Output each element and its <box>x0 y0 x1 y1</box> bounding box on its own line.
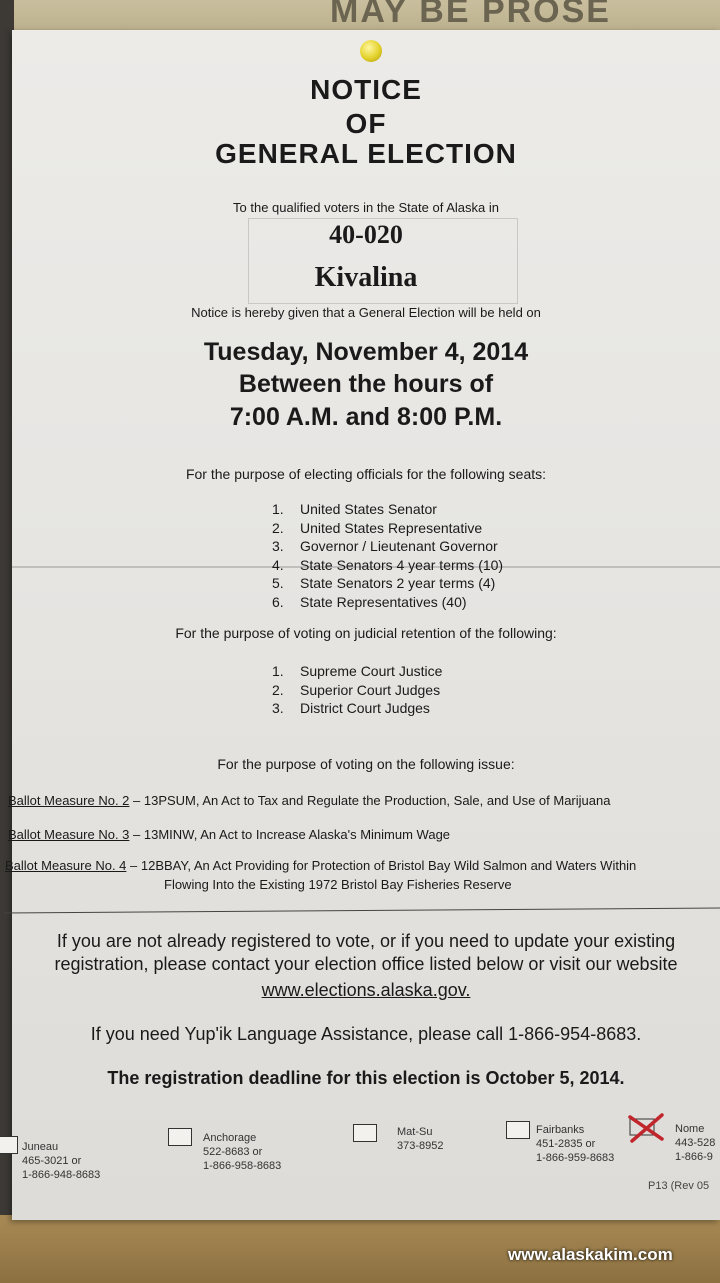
intro-text: To the qualified voters in the State of Alaska in <box>233 200 499 215</box>
office-anchorage <box>203 1131 281 1173</box>
office-phone: 465-3021 or <box>22 1155 82 1167</box>
list-item <box>272 574 503 593</box>
item-number: 2. <box>272 519 284 536</box>
ballot-measure-text: – 13PSUM, An Act to Tax and Regulate the Production, Sale, and Use of Marijuana <box>129 793 611 808</box>
office-nome <box>675 1122 715 1164</box>
item-label: United States Representative <box>300 519 483 536</box>
item-label: United States Senator <box>300 501 437 517</box>
ballot-measure-3 <box>8 827 450 842</box>
judges-list <box>272 662 442 718</box>
hours-line-1: Between the hours of <box>238 370 494 398</box>
ballot-measure-title: Ballot Measure No. 3 <box>8 827 130 842</box>
office-phone: 373-8952 <box>397 1140 444 1152</box>
item-label: Supreme Court Justice <box>300 663 443 679</box>
item-number: 3. <box>272 700 284 716</box>
notice-line: Notice is hereby given that a General Election will be held on <box>191 305 541 320</box>
registration-text <box>12 930 720 976</box>
ballot-measure-title: Ballot Measure No. 2 <box>8 793 130 808</box>
checkbox-fairbanks <box>506 1121 530 1139</box>
registration-line-1: If you are not already registered to vote, or if you need to update your existing <box>56 931 676 951</box>
office-juneau <box>22 1140 100 1182</box>
list-item <box>272 699 442 718</box>
item-number: 2. <box>272 681 284 698</box>
item-label: State Representatives (40) <box>300 593 467 610</box>
watermark: www.alaskakim.com <box>508 1245 673 1264</box>
seats-intro: For the purpose of electing officials for the following seats: <box>185 466 547 482</box>
hours-line-2: 7:00 A.M. and 8:00 P.M. <box>229 403 503 431</box>
district-code: 40-020 <box>329 220 403 249</box>
office-phone: 443-528 <box>675 1137 716 1149</box>
ballot-measure-4 <box>5 858 636 873</box>
item-label: Superior Court Judges <box>300 681 441 698</box>
office-mat-su <box>397 1125 444 1153</box>
ballot-measure-4-continued: Flowing Into the Existing 1972 Bristol Bay Fisheries Reserve <box>164 877 512 892</box>
office-fairbanks <box>536 1123 614 1165</box>
pushpin-icon <box>360 40 382 62</box>
registration-line-2: registration, please contact your election office listed below or visit our website <box>54 954 678 974</box>
sign-text: MAY BE PROSE <box>330 0 611 30</box>
judges-intro: For the purpose of voting on judicial retention of the following: <box>175 625 557 641</box>
seats-list <box>272 500 503 611</box>
ballot-measure-text: – 12BBAY, An Act Providing for Protection of Bristol Bay Wild Salmon and Waters Within <box>126 858 637 873</box>
list-item <box>272 556 503 575</box>
language-assistance: If you need Yup'ik Language Assistance, please call 1-866-954-8683. <box>90 1024 642 1044</box>
ballot-measure-2 <box>8 793 610 808</box>
office-name: Fairbanks <box>536 1124 585 1136</box>
item-label: District Court Judges <box>300 700 430 716</box>
office-name: Mat-Su <box>397 1126 433 1138</box>
ballot-measure-title: Ballot Measure No. 4 <box>5 858 127 873</box>
list-item <box>272 593 503 612</box>
office-name: Nome <box>675 1123 705 1135</box>
office-phone-tollfree: 1-866-948-8683 <box>22 1169 101 1181</box>
item-number: 5. <box>272 575 284 591</box>
item-label: State Senators 2 year terms (4) <box>300 575 496 591</box>
office-phone-tollfree: 1-866-958-8683 <box>203 1160 282 1172</box>
issue-intro: For the purpose of voting on the following issue: <box>217 756 515 772</box>
list-item <box>272 662 442 681</box>
list-item <box>272 537 503 556</box>
office-phone: 522-8683 or <box>203 1146 263 1158</box>
red-x-mark-icon <box>626 1113 666 1143</box>
district-place: Kivalina <box>314 262 418 293</box>
checkbox-juneau <box>0 1136 18 1154</box>
registration-deadline: The registration deadline for this election is October 5, 2014. <box>107 1068 625 1088</box>
list-item <box>272 500 503 519</box>
office-phone-tollfree: 1-866-9 <box>675 1151 713 1163</box>
title-general-election: GENERAL ELECTION <box>215 138 517 169</box>
checkbox-mat-su <box>353 1124 377 1142</box>
title-notice: NOTICE <box>310 74 422 105</box>
item-number: 6. <box>272 593 284 610</box>
office-name: Anchorage <box>203 1132 257 1144</box>
list-item <box>272 519 503 538</box>
office-name: Juneau <box>22 1141 59 1153</box>
item-number: 4. <box>272 556 284 573</box>
ballot-measure-text: – 13MINW, An Act to Increase Alaska's Minimum Wage <box>129 827 451 842</box>
office-phone: 451-2835 or <box>536 1138 596 1150</box>
item-label: State Senators 4 year terms (10) <box>300 556 504 573</box>
list-item <box>272 681 442 700</box>
item-number: 1. <box>272 501 284 517</box>
item-number: 3. <box>272 538 284 554</box>
title-of: OF <box>345 108 387 139</box>
elections-website-link[interactable]: www.elections.alaska.gov. <box>261 980 471 1000</box>
checkbox-anchorage <box>168 1128 192 1146</box>
item-label: Governor / Lieutenant Governor <box>300 538 498 554</box>
form-number: P13 (Rev 05 <box>648 1180 710 1192</box>
election-date: Tuesday, November 4, 2014 <box>203 338 529 366</box>
item-number: 1. <box>272 663 284 679</box>
office-phone-tollfree: 1-866-959-8683 <box>536 1152 615 1164</box>
